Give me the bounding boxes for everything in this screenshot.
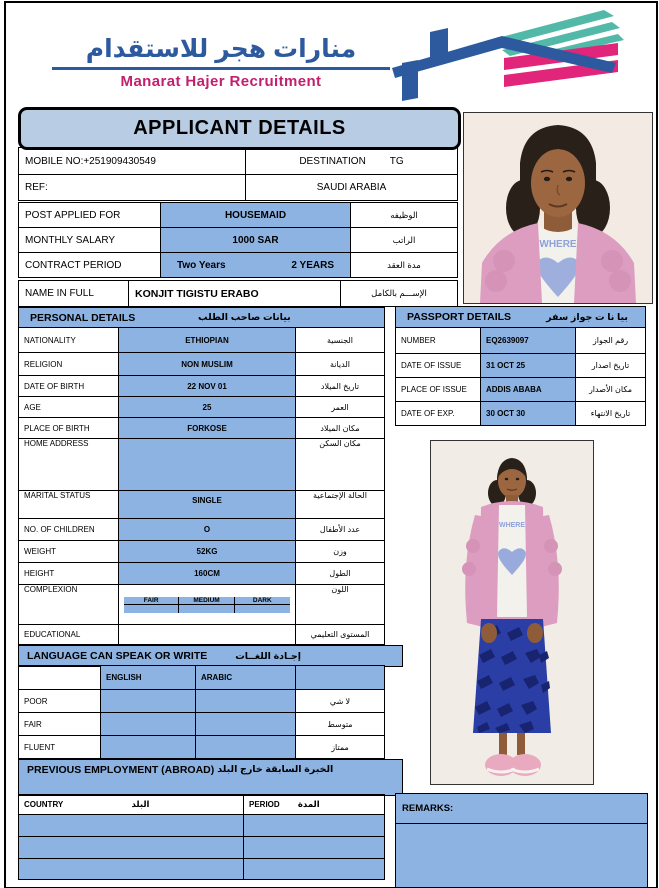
period-arabic: المدة [297,799,320,809]
height-label: HEIGHT [19,563,119,585]
svg-text:WHERE: WHERE [498,522,526,529]
name-arabic: الإســـم بالكامل [341,281,458,307]
date-of-birth-value: 22 NOV 01 [119,376,296,397]
name-table [18,280,458,307]
educational-label: EDUCATIONAL [19,625,119,645]
weight-label: WEIGHT [19,541,119,563]
passport-details-header [396,307,646,328]
empty-cell [244,815,385,837]
place-of-birth-label: PLACE OF BIRTH [19,418,119,439]
complexion-option-fair: FAIR [124,597,179,605]
remarks-label: REMARKS: [396,794,647,824]
date-of-birth-arabic: تاريخ الميلاد [296,376,385,397]
country-label: COUNTRY [24,800,64,809]
mobile-field: MOBILE NO:+251909430549 [19,148,246,175]
home-address-arabic: مكان السكن [296,439,385,491]
destination-country: SAUDI ARABIA [246,175,458,201]
children-arabic: عدد الأطفال [296,519,385,541]
date-of-birth-label: DATE OF BIRTH [19,376,119,397]
language-fair-arabic: متوسط [296,713,385,736]
country-arabic: البلد [131,799,150,809]
height-arabic: الطول [296,563,385,585]
children-label: NO. OF CHILDREN [19,519,119,541]
nationality-value: ETHIOPIAN [119,328,296,353]
complexion-empty-cell [124,605,179,613]
complexion-empty-cell [179,605,234,613]
personal-details-title-arabic: بيانات صاحب الطلب [198,312,291,323]
empty-cell [244,837,385,859]
date-of-exp-label: DATE OF EXP. [396,402,481,426]
svg-text:WHERE: WHERE [539,239,577,250]
empty-cell [244,859,385,880]
empty-cell [196,736,296,759]
place-of-birth-value: FORKOSE [119,418,296,439]
complexion-option-medium: MEDIUM [179,597,234,605]
language-fluent-label: FLUENT [19,736,101,759]
place-of-issue-value: ADDIS ABABA [481,378,576,402]
brand-english-title: Manarat Hajer Recruitment [120,73,322,90]
language-col-arabic: ARABIC [196,666,296,690]
place-of-issue-label: PLACE OF ISSUE [396,378,481,402]
empty-cell [19,815,244,837]
period-label: PERIOD [249,800,280,809]
marital-status-value: SINGLE [119,491,296,519]
home-address-value [119,439,296,491]
language-col-english: ENGLISH [101,666,196,690]
empty-cell [101,736,196,759]
empty-cell [19,859,244,880]
date-of-exp-value: 30 OCT 30 [481,402,576,426]
name-label: NAME IN FULL [19,281,129,307]
place-of-birth-arabic: مكان الميلاد [296,418,385,439]
date-of-exp-arabic: تاريخ الانتهاء [576,402,646,426]
contract-period-value [161,253,351,278]
employment-title-arabic: الخبرة السابقة خارج البلد [217,764,334,775]
religion-label: RELIGION [19,353,119,376]
empty-cell [196,713,296,736]
employment-country-header [19,795,244,815]
date-of-issue-value: 31 OCT 25 [481,354,576,378]
brand-arabic-title: منارات هجر للاستقدام [52,34,390,70]
passport-number-arabic: رقم الجواز [576,328,646,354]
language-title-arabic: إجـادة اللغــات [235,650,301,662]
age-label: AGE [19,397,119,418]
complexion-arabic: اللون [296,585,385,625]
brand [52,34,390,90]
employment-table [18,794,385,880]
language-table [18,665,385,759]
destination-value: TG [389,155,404,167]
age-value: 25 [119,397,296,418]
date-of-issue-label: DATE OF ISSUE [396,354,481,378]
height-value: 160CM [119,563,296,585]
weight-arabic: وزن [296,541,385,563]
contract-period-arabic: مدة العقد [351,253,458,278]
ref-field: REF: [19,175,246,201]
destination-field [246,148,458,175]
passport-number-label: NUMBER [396,328,481,354]
religion-arabic: الديانة [296,353,385,376]
name-value: KONJIT TIGISTU ERABO [129,281,341,307]
weight-value: 52KG [119,541,296,563]
personal-details-header [19,308,385,328]
destination-label: DESTINATION [299,155,366,167]
language-poor-arabic: لا شي [296,690,385,713]
employment-title: PREVIOUS EMPLOYMENT (ABROAD) [27,764,215,776]
empty-cell [101,713,196,736]
empty-cell [101,690,196,713]
contract-period-text: Two Years [177,259,226,271]
home-address-label: HOME ADDRESS [19,439,119,491]
age-arabic: العمر [296,397,385,418]
personal-details-title: PERSONAL DETAILS [30,311,136,324]
passport-details-table [395,306,646,426]
post-applied-value: HOUSEMAID [161,203,351,228]
passport-details-title: PASSPORT DETAILS [407,311,512,323]
empty-cell [196,690,296,713]
empty-cell [19,837,244,859]
nationality-label: NATIONALITY [19,328,119,353]
nationality-arabic: الجنسية [296,328,385,353]
post-table [18,202,458,278]
personal-details-table [18,307,385,645]
complexion-options [119,585,296,625]
passport-number-value: EQ2639097 [481,328,576,354]
employment-period-header [244,795,385,815]
children-value: O [119,519,296,541]
language-col-extra [296,666,385,690]
contract-period-years: 2 YEARS [291,259,334,271]
complexion-label: COMPLEXION [19,585,119,625]
passport-details-title-arabic: بيا نا ت جواز سفر [546,311,628,323]
religion-value: NON MUSLIM [119,353,296,376]
language-section-header [18,645,403,667]
educational-value [119,625,296,645]
page-title-text: APPLICANT DETAILS [133,117,346,139]
place-of-issue-arabic: مكان الأصدار [576,378,646,402]
language-fluent-arabic: ممتاز [296,736,385,759]
language-corner-cell [19,666,101,690]
applicant-portrait-photo [463,112,653,304]
language-fair-label: FAIR [19,713,101,736]
page-title [18,107,461,150]
company-logo-icon [392,6,630,103]
post-applied-label: POST APPLIED FOR [19,203,161,228]
contract-period-label: CONTRACT PERIOD [19,253,161,278]
complexion-option-dark: DARK [235,597,290,605]
post-applied-arabic: الوظيفه [351,203,458,228]
remarks-box [395,793,648,888]
contact-table [18,147,458,201]
date-of-issue-arabic: تاريخ اصدار [576,354,646,378]
educational-arabic: المستوى التعليمي [296,625,385,645]
applicant-fullbody-photo [430,440,594,785]
language-poor-label: POOR [19,690,101,713]
employment-section-header [18,759,403,796]
monthly-salary-arabic: الراتب [351,228,458,253]
marital-status-label: MARITAL STATUS [19,491,119,519]
complexion-empty-cell [235,605,290,613]
monthly-salary-value: 1000 SAR [161,228,351,253]
monthly-salary-label: MONTHLY SALARY [19,228,161,253]
language-title: LANGUAGE CAN SPEAK OR WRITE [27,650,208,662]
marital-status-arabic: الحالة الإجتماعية [296,491,385,519]
